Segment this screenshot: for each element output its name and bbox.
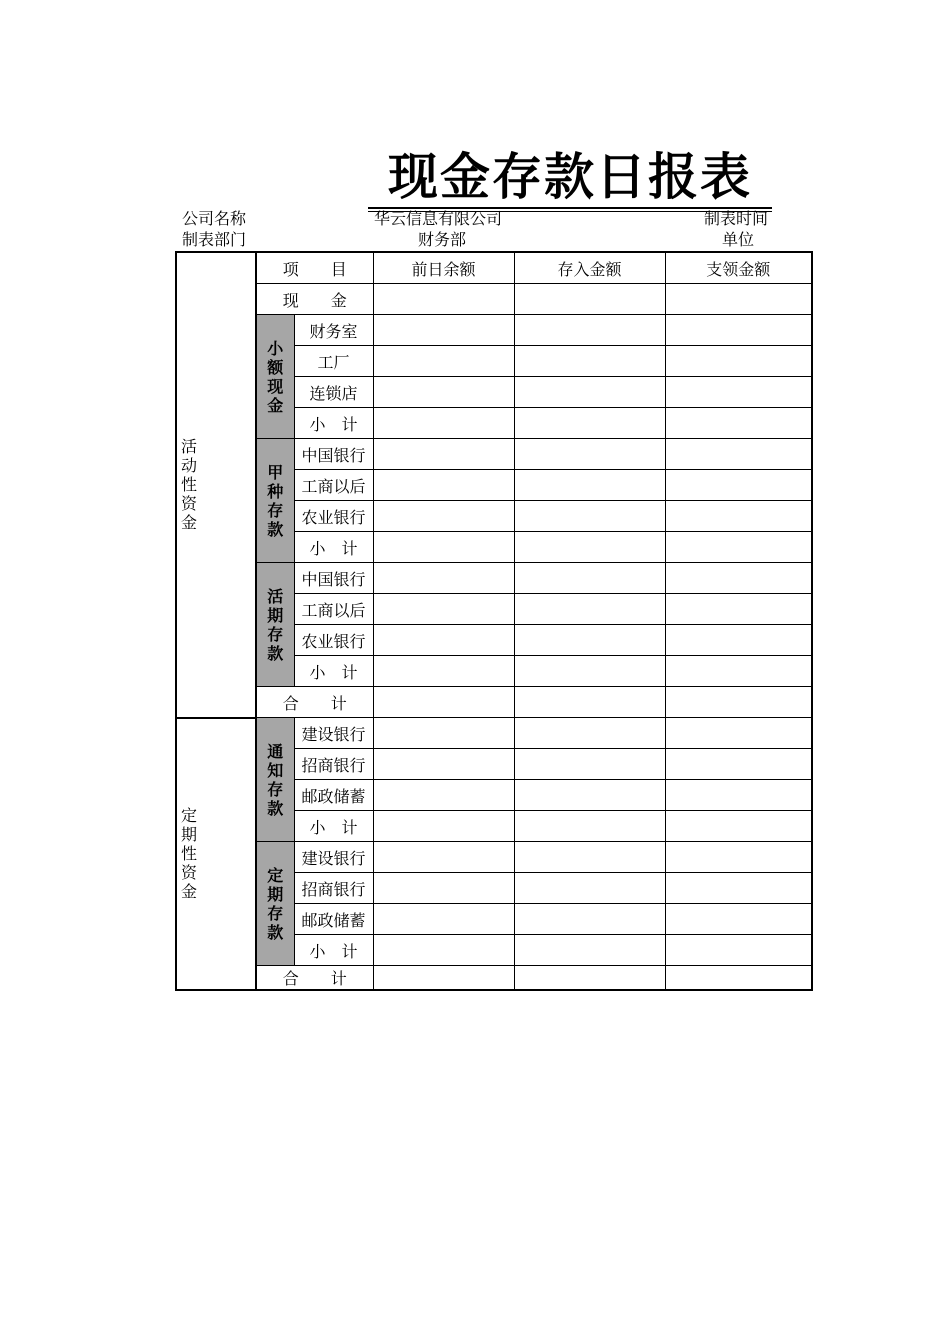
- cell-deposit-amount[interactable]: [514, 625, 665, 656]
- col-header-withdraw-amount: 支领金额: [665, 252, 812, 284]
- subtotal-label: 小 计: [294, 811, 373, 842]
- subtotal-label: 小 计: [294, 656, 373, 687]
- active-funds-label-char: 动: [181, 456, 198, 476]
- cell-deposit-amount[interactable]: [514, 315, 665, 346]
- group-notice-deposit-char: 通: [267, 741, 284, 761]
- cell-prev-balance[interactable]: [373, 594, 514, 625]
- col-header-item: 项 目: [256, 252, 373, 284]
- company-label: 公司名称: [182, 209, 247, 228]
- cell-deposit-amount[interactable]: [514, 718, 665, 749]
- cell-deposit-amount[interactable]: [514, 284, 665, 315]
- cell-deposit-amount[interactable]: [514, 904, 665, 935]
- cell-withdraw-amount[interactable]: [665, 811, 812, 842]
- cell-withdraw-amount[interactable]: [665, 842, 812, 873]
- cash-label: 现 金: [256, 284, 373, 315]
- table-row: [176, 718, 812, 749]
- row-label: 财务室: [294, 315, 373, 346]
- cell-deposit-amount[interactable]: [514, 780, 665, 811]
- cell-prev-balance[interactable]: [373, 873, 514, 904]
- dept-label: 制表部门: [182, 230, 247, 249]
- cell-withdraw-amount[interactable]: [665, 656, 812, 687]
- group-fixed-deposit-char: 期: [267, 884, 284, 904]
- cell-prev-balance[interactable]: [373, 749, 514, 780]
- cell-prev-balance[interactable]: [373, 315, 514, 346]
- active-funds-label: [176, 252, 256, 718]
- cell-withdraw-amount[interactable]: [665, 532, 812, 563]
- cell-prev-balance[interactable]: [373, 377, 514, 408]
- active-funds-label-char: 性: [181, 475, 198, 495]
- cell-withdraw-amount[interactable]: [665, 346, 812, 377]
- group-demand-deposit: [256, 563, 294, 687]
- fixed-funds-label-char: 定: [181, 806, 198, 826]
- subtotal-label: 小 计: [294, 935, 373, 966]
- cell-deposit-amount[interactable]: [514, 439, 665, 470]
- row-label: 工厂: [294, 346, 373, 377]
- cell-prev-balance[interactable]: [373, 718, 514, 749]
- row-label: 连锁店: [294, 377, 373, 408]
- cell-prev-balance[interactable]: [373, 470, 514, 501]
- cell-withdraw-amount[interactable]: [665, 594, 812, 625]
- cell-prev-balance[interactable]: [373, 563, 514, 594]
- col-header-deposit-amount: 存入金额: [514, 252, 665, 284]
- active-funds-label-char: 金: [181, 513, 198, 533]
- cell-withdraw-amount[interactable]: [665, 873, 812, 904]
- row-label: 招商银行: [294, 873, 373, 904]
- subtotal-label: 小 计: [294, 408, 373, 439]
- row-label: 农业银行: [294, 501, 373, 532]
- group-type-a-deposit: [256, 439, 294, 563]
- group-fixed-deposit-char: 存: [267, 903, 284, 923]
- cell-withdraw-amount[interactable]: [665, 315, 812, 346]
- table-row: [176, 563, 812, 594]
- fixed-funds-label-char: 期: [181, 825, 198, 845]
- cell-withdraw-amount[interactable]: [665, 904, 812, 935]
- cell-prev-balance[interactable]: [373, 656, 514, 687]
- date-label: 制表时间: [704, 209, 769, 228]
- active-funds-label-char: 活: [181, 437, 198, 457]
- table-header-row: [176, 252, 812, 284]
- fixed-funds-label: [176, 718, 256, 991]
- cell-deposit-amount[interactable]: [514, 594, 665, 625]
- cell-deposit-amount[interactable]: [514, 408, 665, 439]
- row-label: 工商以后: [294, 594, 373, 625]
- group-type-a-deposit-char: 甲: [267, 462, 284, 482]
- cell-withdraw-amount[interactable]: [665, 687, 812, 718]
- group-type-a-deposit-char: 款: [267, 519, 284, 539]
- group-fixed-deposit: [256, 842, 294, 966]
- cell-withdraw-amount[interactable]: [665, 470, 812, 501]
- row-label: 建设银行: [294, 718, 373, 749]
- cell-prev-balance[interactable]: [373, 811, 514, 842]
- cell-deposit-amount[interactable]: [514, 656, 665, 687]
- table-row: [176, 439, 812, 470]
- row-label: 中国银行: [294, 563, 373, 594]
- fixed-funds-label-char: 性: [181, 844, 198, 864]
- group-demand-deposit-char: 活: [267, 586, 284, 606]
- company-value: 华云信息有限公司: [374, 209, 503, 228]
- cell-prev-balance[interactable]: [373, 284, 514, 315]
- cell-withdraw-amount[interactable]: [665, 935, 812, 966]
- cell-prev-balance[interactable]: [373, 408, 514, 439]
- cell-deposit-amount[interactable]: [514, 966, 665, 991]
- cell-withdraw-amount[interactable]: [665, 377, 812, 408]
- cell-prev-balance[interactable]: [373, 935, 514, 966]
- cell-withdraw-amount[interactable]: [665, 408, 812, 439]
- cash-deposit-table: [175, 251, 813, 991]
- group-type-a-deposit-char: 种: [267, 481, 284, 501]
- cell-withdraw-amount[interactable]: [665, 439, 812, 470]
- group-small-cash-char: 现: [267, 376, 284, 396]
- cell-prev-balance[interactable]: [373, 904, 514, 935]
- cell-deposit-amount[interactable]: [514, 749, 665, 780]
- cell-deposit-amount[interactable]: [514, 687, 665, 718]
- cell-deposit-amount[interactable]: [514, 470, 665, 501]
- row-label: 中国银行: [294, 439, 373, 470]
- group-notice-deposit: [256, 718, 294, 842]
- cell-prev-balance[interactable]: [373, 687, 514, 718]
- group-fixed-deposit-char: 定: [267, 865, 284, 885]
- active-total-label: 合 计: [256, 687, 373, 718]
- group-demand-deposit-char: 存: [267, 624, 284, 644]
- table-row: [176, 966, 812, 991]
- cell-deposit-amount[interactable]: [514, 563, 665, 594]
- table-row: [176, 315, 812, 346]
- cell-prev-balance[interactable]: [373, 532, 514, 563]
- row-label: 邮政储蓄: [294, 904, 373, 935]
- active-funds-label-char: 资: [181, 494, 198, 514]
- table-row: [176, 842, 812, 873]
- group-notice-deposit-char: 知: [267, 760, 284, 780]
- group-small-cash: [256, 315, 294, 439]
- group-fixed-deposit-char: 款: [267, 922, 284, 942]
- cell-prev-balance[interactable]: [373, 501, 514, 532]
- fixed-funds-label-char: 金: [181, 882, 198, 902]
- cell-prev-balance[interactable]: [373, 966, 514, 991]
- cell-prev-balance[interactable]: [373, 346, 514, 377]
- cell-prev-balance[interactable]: [373, 842, 514, 873]
- cell-deposit-amount[interactable]: [514, 811, 665, 842]
- dept-value: 财务部: [418, 230, 467, 249]
- cell-deposit-amount[interactable]: [514, 377, 665, 408]
- cell-deposit-amount[interactable]: [514, 346, 665, 377]
- cell-withdraw-amount[interactable]: [665, 966, 812, 991]
- group-demand-deposit-char: 期: [267, 605, 284, 625]
- group-type-a-deposit-char: 存: [267, 500, 284, 520]
- row-label: 招商银行: [294, 749, 373, 780]
- subtotal-label: 小 计: [294, 532, 373, 563]
- row-label: 建设银行: [294, 842, 373, 873]
- group-demand-deposit-char: 款: [267, 643, 284, 663]
- group-notice-deposit-char: 存: [267, 779, 284, 799]
- cell-deposit-amount[interactable]: [514, 935, 665, 966]
- cell-withdraw-amount[interactable]: [665, 563, 812, 594]
- cell-withdraw-amount[interactable]: [665, 718, 812, 749]
- row-label: 工商以后: [294, 470, 373, 501]
- table-row: [176, 284, 812, 315]
- group-small-cash-char: 额: [267, 357, 284, 377]
- group-notice-deposit-char: 款: [267, 798, 284, 818]
- group-small-cash-char: 金: [267, 395, 284, 415]
- cell-withdraw-amount[interactable]: [665, 625, 812, 656]
- cell-deposit-amount[interactable]: [514, 501, 665, 532]
- page-title: 现金存款日报表: [388, 147, 752, 206]
- row-label: 邮政储蓄: [294, 780, 373, 811]
- cell-withdraw-amount[interactable]: [665, 284, 812, 315]
- cell-deposit-amount[interactable]: [514, 532, 665, 563]
- cell-prev-balance[interactable]: [373, 780, 514, 811]
- table-row: [176, 687, 812, 718]
- cell-withdraw-amount[interactable]: [665, 780, 812, 811]
- cell-prev-balance[interactable]: [373, 439, 514, 470]
- fixed-total-label: 合 计: [256, 966, 373, 991]
- cell-prev-balance[interactable]: [373, 625, 514, 656]
- unit-label: 单位: [722, 230, 755, 249]
- col-header-prev-balance: 前日余额: [373, 252, 514, 284]
- group-small-cash-char: 小: [267, 338, 284, 358]
- row-label: 农业银行: [294, 625, 373, 656]
- cell-withdraw-amount[interactable]: [665, 749, 812, 780]
- cell-deposit-amount[interactable]: [514, 873, 665, 904]
- fixed-funds-label-char: 资: [181, 863, 198, 883]
- cell-deposit-amount[interactable]: [514, 842, 665, 873]
- cell-withdraw-amount[interactable]: [665, 501, 812, 532]
